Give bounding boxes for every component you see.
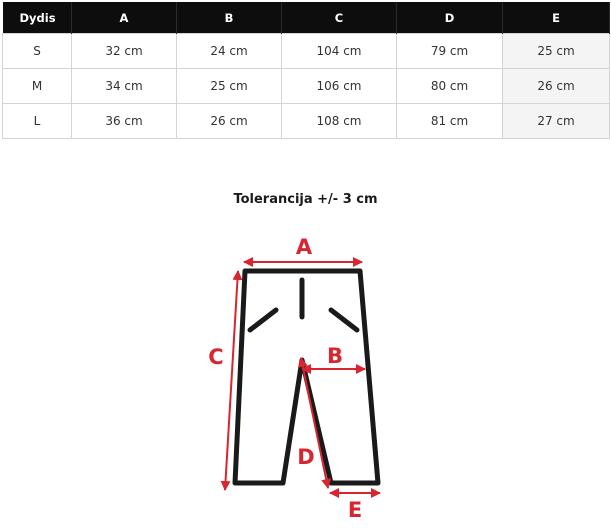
left-pocket-line xyxy=(250,310,276,330)
cell-b: 26 cm xyxy=(177,104,282,139)
cell-b: 24 cm xyxy=(177,34,282,69)
cell-a: 36 cm xyxy=(72,104,177,139)
label-a: A xyxy=(295,235,313,259)
tolerance-note: Tolerancija +/- 3 cm xyxy=(233,192,378,207)
header-size: Dydis xyxy=(3,2,72,34)
cell-size: L xyxy=(3,104,72,139)
label-e: E xyxy=(347,498,363,522)
label-d: D xyxy=(297,445,315,469)
cell-e: 25 cm xyxy=(503,34,610,69)
right-pocket-line xyxy=(331,310,357,330)
cell-c: 104 cm xyxy=(282,34,397,69)
cell-b: 25 cm xyxy=(177,69,282,104)
cell-d: 79 cm xyxy=(397,34,503,69)
cell-size: M xyxy=(3,69,72,104)
cell-d: 80 cm xyxy=(397,69,503,104)
cell-a: 34 cm xyxy=(72,69,177,104)
cell-c: 106 cm xyxy=(282,69,397,104)
label-c: C xyxy=(208,345,224,369)
header-d: D xyxy=(397,2,503,34)
cell-c: 108 cm xyxy=(282,104,397,139)
label-b: B xyxy=(326,344,344,368)
cell-e: 27 cm xyxy=(503,104,610,139)
cell-e: 26 cm xyxy=(503,69,610,104)
header-c: C xyxy=(282,2,397,34)
header-b: B xyxy=(177,2,282,34)
header-a: A xyxy=(72,2,177,34)
cell-a: 32 cm xyxy=(72,34,177,69)
cell-d: 81 cm xyxy=(397,104,503,139)
cell-size: S xyxy=(3,34,72,69)
header-e: E xyxy=(503,2,610,34)
